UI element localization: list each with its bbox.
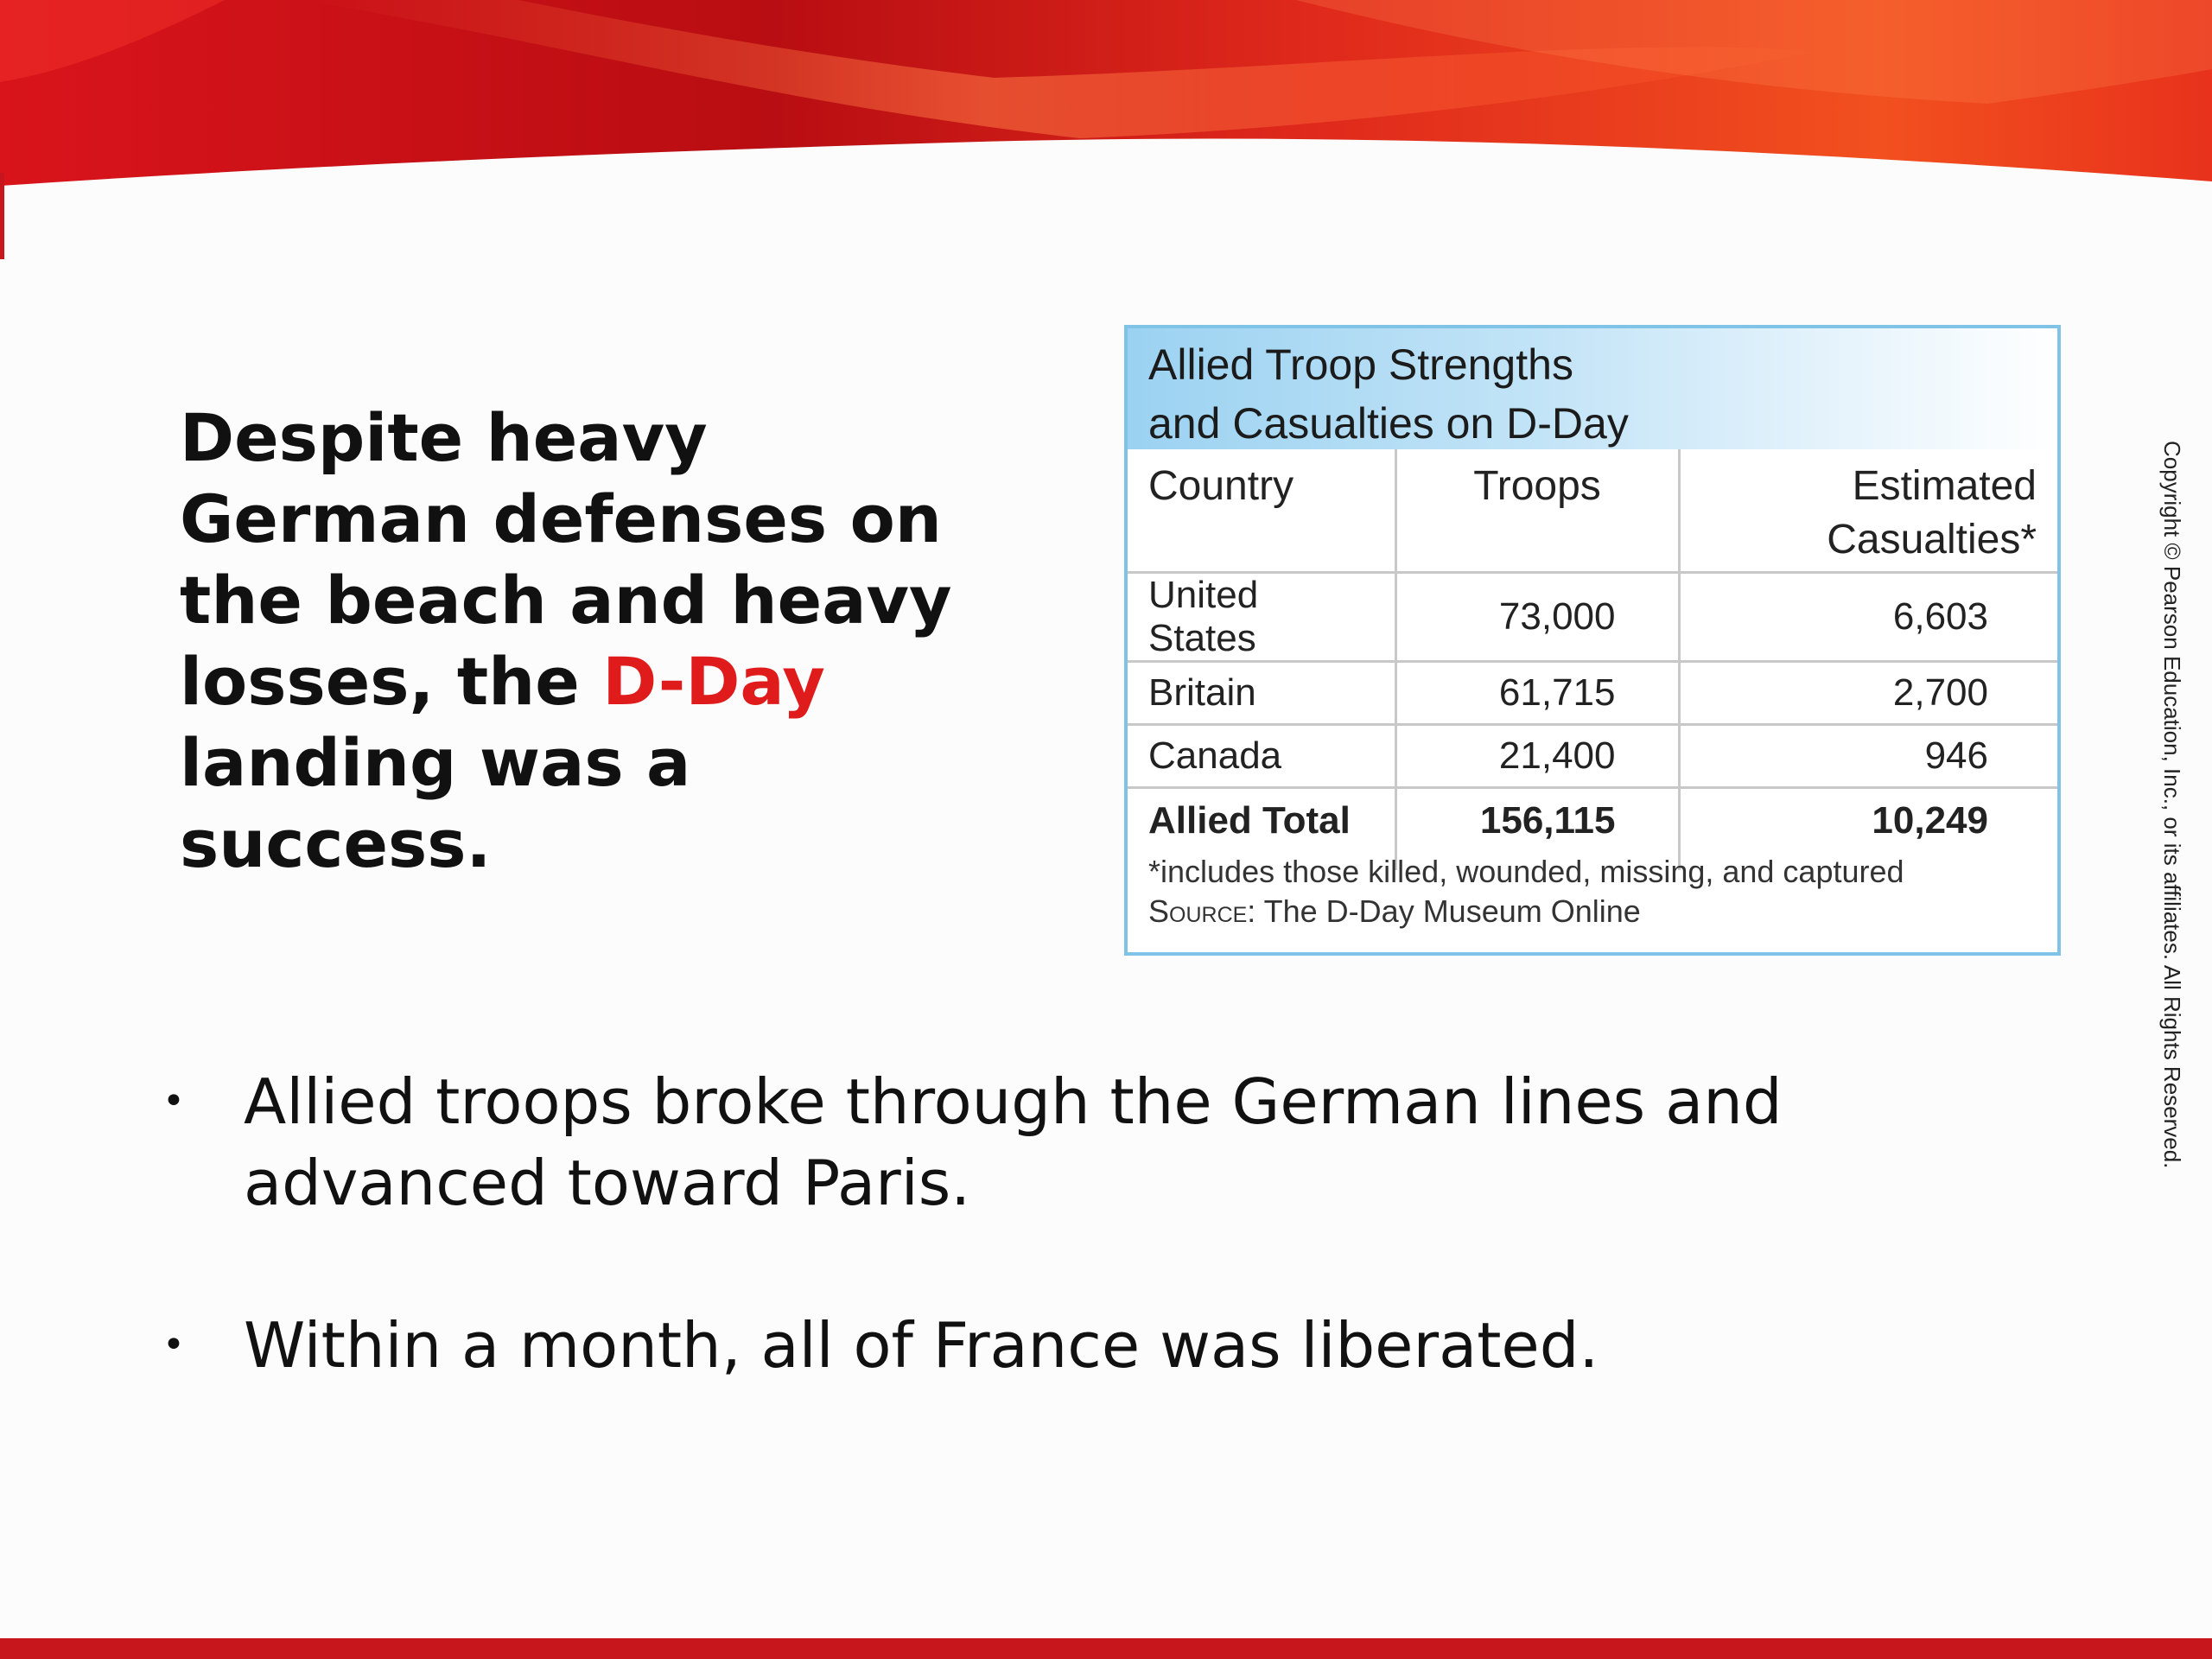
- cell-country: Canada: [1128, 724, 1395, 787]
- troop-table: [1128, 449, 2057, 870]
- bullet-text: Within a month, all of France was liberated.: [244, 1309, 1599, 1382]
- bullet-text: Allied troops broke through the German lines and advanced toward Paris.: [244, 1065, 1783, 1219]
- footer-bar: [0, 1638, 2212, 1659]
- table-source: [1148, 892, 1904, 931]
- bullet-dot: •: [162, 1323, 185, 1367]
- cell-troops: 61,715: [1395, 661, 1679, 724]
- heading-highlight: D-Day: [602, 643, 825, 720]
- header-casualties: [1679, 449, 2057, 572]
- cell-troops: 21,400: [1395, 724, 1679, 787]
- table-title-line2: and Casualties on D-Day: [1148, 399, 1629, 448]
- heading: [180, 397, 957, 885]
- header-country: Country: [1128, 449, 1395, 572]
- cell-casualties: 2,700: [1892, 671, 1988, 714]
- table-notes: [1148, 852, 1904, 931]
- table-row: [1128, 572, 2057, 661]
- cell-country: Britain: [1128, 661, 1395, 724]
- heading-text: Despite heavy German defenses on the beach and heavy losses, the: [180, 399, 952, 720]
- heading-text-end: landing was a success.: [180, 724, 691, 882]
- header-casualties-line1: Estimated: [1852, 463, 2037, 509]
- cell-total-troops: 156,115: [1395, 787, 1679, 870]
- bullet-list: [154, 1061, 1968, 1467]
- source-text: The D-Day Museum Online: [1255, 893, 1641, 929]
- table-row: [1128, 661, 2057, 724]
- cell-casualties: 6,603: [1892, 594, 1988, 638]
- troop-table-card: [1124, 325, 2061, 956]
- cell-total-casualties: 10,249: [1872, 798, 1988, 842]
- header-banner: [0, 0, 2212, 268]
- header-casualties-line2: Casualties*: [1827, 517, 2037, 563]
- table-row: [1128, 724, 2057, 787]
- table-title-line1: Allied Troop Strengths: [1148, 340, 1573, 389]
- table-footnote: *includes those killed, wounded, missing, and captured: [1148, 854, 1904, 889]
- bullet-item: [154, 1061, 1968, 1224]
- cell-country: United States: [1128, 572, 1395, 661]
- table-title: [1128, 328, 2057, 449]
- bullet-item: [154, 1305, 1968, 1386]
- cell-total-country: Allied Total: [1128, 787, 1395, 870]
- header-troops: Troops: [1395, 449, 1679, 572]
- cell-casualties: 946: [1924, 734, 1988, 777]
- source-label: Source:: [1148, 893, 1256, 929]
- cell-troops: 73,000: [1395, 572, 1679, 661]
- copyright-notice: Copyright © Pearson Education, Inc., or its affiliates. All Rights Reserved.: [2159, 441, 2185, 1169]
- bullet-dot: •: [162, 1079, 185, 1123]
- table-header-row: [1128, 449, 2057, 572]
